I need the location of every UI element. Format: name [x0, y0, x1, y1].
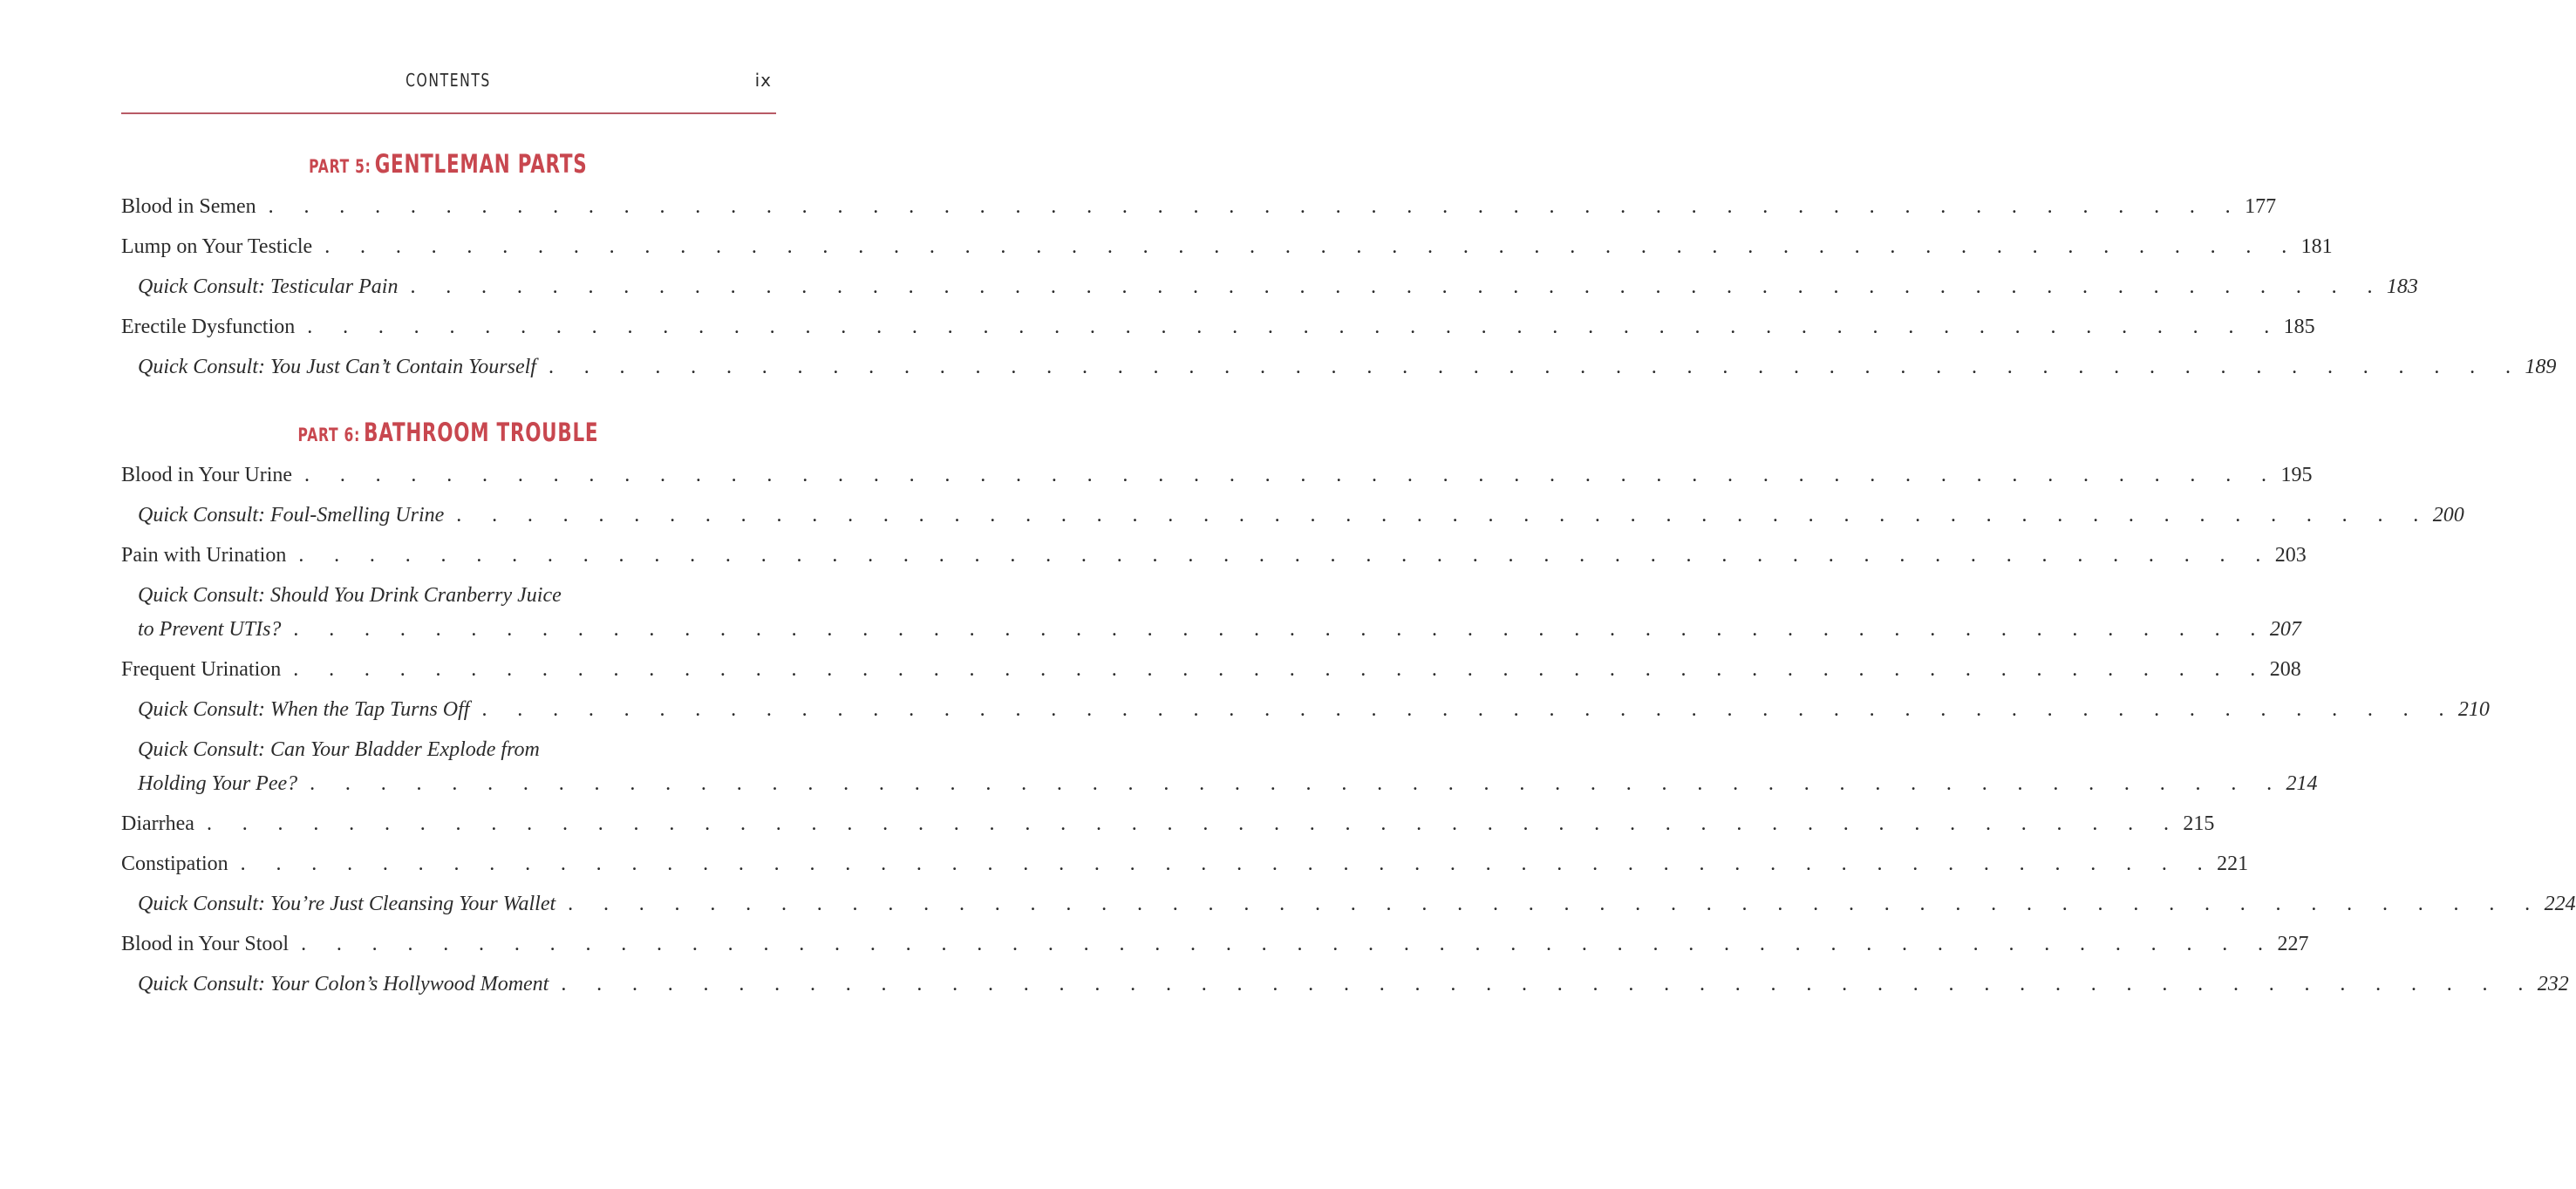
- toc-entry-page: 185: [2283, 316, 2315, 338]
- leader-dots: . . . . . . . . . . . . . . . . . . . . . . . . . . . . . . . . . . . . . . . . . . . . . . . . . . . . . . . .: [268, 195, 2244, 218]
- leader-dots: . . . . . . . . . . . . . . . . . . . . . . . . . . . . . . . . . . . . . . . . . . . . . . . . . . . . . . . .: [561, 973, 2536, 995]
- toc-entry-testicular-pain[interactable]: [138, 274, 2418, 300]
- toc-entry-page: 224: [2544, 893, 2576, 915]
- toc-entry-title: Quick Consult: Foul-Smelling Urine: [138, 504, 445, 527]
- toc-entry-page: 227: [2277, 933, 2309, 955]
- toc-entry-page: 208: [2269, 658, 2301, 681]
- leader-dots: . . . . . . . . . . . . . . . . . . . . . . . . . . . . . . . . . . . . . . . . . . . . . . . . . . . . . . . .: [293, 658, 2268, 681]
- toc-entry-title: Erectile Dysfunction: [121, 316, 296, 338]
- toc-entry-page: 177: [2245, 195, 2277, 218]
- leader-dots: . . . . . . . . . . . . . . . . . . . . . . . . . . . . . . . . . . . . . . . . . . . . . . . . . . . . . . . .: [307, 316, 2282, 338]
- toc-entry-page: 181: [2300, 235, 2333, 258]
- leader-dots: . . . . . . . . . . . . . . . . . . . . . . . . . . . . . . . . . . . . . . . . . . . . . . . . . . . . . . . .: [548, 356, 2524, 378]
- toc-entry-blood-in-stool[interactable]: [121, 931, 2309, 957]
- toc-entry-page: 200: [2432, 504, 2464, 527]
- toc-entry-diarrhea[interactable]: [121, 811, 2215, 837]
- part-6-heading: [121, 418, 775, 447]
- toc-entry-title-line-2: Holding Your Pee?: [138, 772, 298, 795]
- toc-entry-title: Blood in Your Stool: [121, 933, 290, 955]
- leader-dots: . . . . . . . . . . . . . . . . . . . . . . . . . . . . . . . . . . . . . . . . . . . . . . . . . . . . . . . .: [301, 933, 2276, 955]
- toc-entry-page: 232: [2537, 973, 2569, 995]
- leader-dots: . . . . . . . . . . . . . . . . . . . . . . . . . . . . . . . . . . . . . . . . . . . . . . . . . . . . . . . .: [293, 618, 2268, 641]
- toc-entry-title-line-1[interactable]: Quick Consult: Should You Drink Cranberry Juice: [138, 584, 562, 607]
- toc-entry-page: 189: [2525, 356, 2557, 378]
- toc-entry-page: 207: [2269, 618, 2301, 641]
- running-header: [121, 70, 775, 98]
- toc-entry-blood-in-semen[interactable]: [121, 194, 2277, 220]
- toc-entry-page: 214: [2286, 772, 2318, 795]
- part-6-label: PART 6:: [297, 425, 361, 445]
- toc-entry-title-line-1[interactable]: Quick Consult: Can Your Bladder Explode from: [138, 738, 540, 761]
- toc-entry-title: Constipation: [121, 853, 228, 875]
- toc-entry-page: 215: [2183, 812, 2215, 835]
- toc-entry-lump-on-testicle[interactable]: [121, 234, 2333, 260]
- page-number: ix: [754, 70, 772, 91]
- toc-entry-page: 203: [2274, 544, 2307, 567]
- toc-entry-title: Blood in Your Urine: [121, 464, 293, 486]
- leader-dots: . . . . . . . . . . . . . . . . . . . . . . . . . . . . . . . . . . . . . . . . . . . . . . . . . . . . . . . .: [410, 275, 2385, 298]
- toc-entry-bladder-explode[interactable]: [138, 771, 2318, 797]
- toc-entry-title: Quick Consult: When the Tap Turns Off: [138, 698, 470, 721]
- toc-entry-cranberry-juice[interactable]: [138, 616, 2301, 642]
- toc-entry-title: Quick Consult: Testicular Pain: [138, 275, 399, 298]
- toc-entry-page: 210: [2457, 698, 2490, 721]
- toc-entry-frequent-urination[interactable]: [121, 656, 2301, 683]
- toc-entry-page: 221: [2217, 853, 2249, 875]
- toc-entry-colon-hollywood-moment[interactable]: [138, 971, 2569, 997]
- leader-dots: . . . . . . . . . . . . . . . . . . . . . . . . . . . . . . . . . . . . . . . . . . . . . . . . . . . . . . . .: [310, 772, 2285, 795]
- toc-entry-title: Frequent Urination: [121, 658, 282, 681]
- toc-entry-page: 195: [2280, 464, 2313, 486]
- leader-dots: . . . . . . . . . . . . . . . . . . . . . . . . . . . . . . . . . . . . . . . . . . . . . . . . . . . . . . . .: [481, 698, 2457, 721]
- part-6-title: BATHROOM TROUBLE: [364, 418, 599, 447]
- toc-entry-page: 183: [2386, 275, 2418, 298]
- leader-dots: . . . . . . . . . . . . . . . . . . . . . . . . . . . . . . . . . . . . . . . . . . . . . . . . . . . . . . . .: [304, 464, 2280, 486]
- toc-entry-title-line-2: to Prevent UTIs?: [138, 618, 282, 641]
- toc-entry-title: Blood in Semen: [121, 195, 256, 218]
- leader-dots: . . . . . . . . . . . . . . . . . . . . . . . . . . . . . . . . . . . . . . . . . . . . . . . . . . . . . . . .: [324, 235, 2300, 258]
- leader-dots: . . . . . . . . . . . . . . . . . . . . . . . . . . . . . . . . . . . . . . . . . . . . . . . . . . . . . . . .: [298, 544, 2273, 567]
- toc-entry-title: Diarrhea: [121, 812, 194, 835]
- toc-entry-title: Lump on Your Testicle: [121, 235, 313, 258]
- toc-entry-pain-with-urination[interactable]: [121, 542, 2307, 568]
- toc-entry-cant-contain-yourself[interactable]: [138, 354, 2557, 380]
- toc-entry-tap-turns-off[interactable]: [138, 696, 2490, 723]
- toc-entry-title: Pain with Urination: [121, 544, 287, 567]
- toc-entry-cleansing-wallet[interactable]: [138, 891, 2576, 917]
- toc-entry-erectile-dysfunction[interactable]: [121, 314, 2315, 340]
- part-5-title: GENTLEMAN PARTS: [374, 149, 588, 179]
- leader-dots: . . . . . . . . . . . . . . . . . . . . . . . . . . . . . . . . . . . . . . . . . . . . . . . . . . . . . . . .: [206, 812, 2182, 835]
- toc-entry-title: Quick Consult: You’re Just Cleansing Your Wallet: [138, 893, 556, 915]
- part-5-heading: [121, 149, 775, 179]
- toc-entry-title: Quick Consult: You Just Can’t Contain Yourself: [138, 356, 536, 378]
- part-5-label: PART 5:: [309, 156, 371, 177]
- toc-entry-blood-in-urine[interactable]: [121, 462, 2313, 488]
- leader-dots: . . . . . . . . . . . . . . . . . . . . . . . . . . . . . . . . . . . . . . . . . . . . . . . . . . . . . . . .: [568, 893, 2543, 915]
- toc-entry-title: Quick Consult: Your Colon’s Hollywood Moment: [138, 973, 549, 995]
- toc-entry-constipation[interactable]: [121, 851, 2249, 877]
- running-header-title: CONTENTS: [405, 70, 491, 91]
- leader-dots: . . . . . . . . . . . . . . . . . . . . . . . . . . . . . . . . . . . . . . . . . . . . . . . . . . . . . . . .: [240, 853, 2216, 875]
- leader-dots: . . . . . . . . . . . . . . . . . . . . . . . . . . . . . . . . . . . . . . . . . . . . . . . . . . . . . . . .: [456, 504, 2431, 527]
- toc-entry-foul-smelling-urine[interactable]: [138, 502, 2464, 528]
- header-rule: [121, 112, 776, 114]
